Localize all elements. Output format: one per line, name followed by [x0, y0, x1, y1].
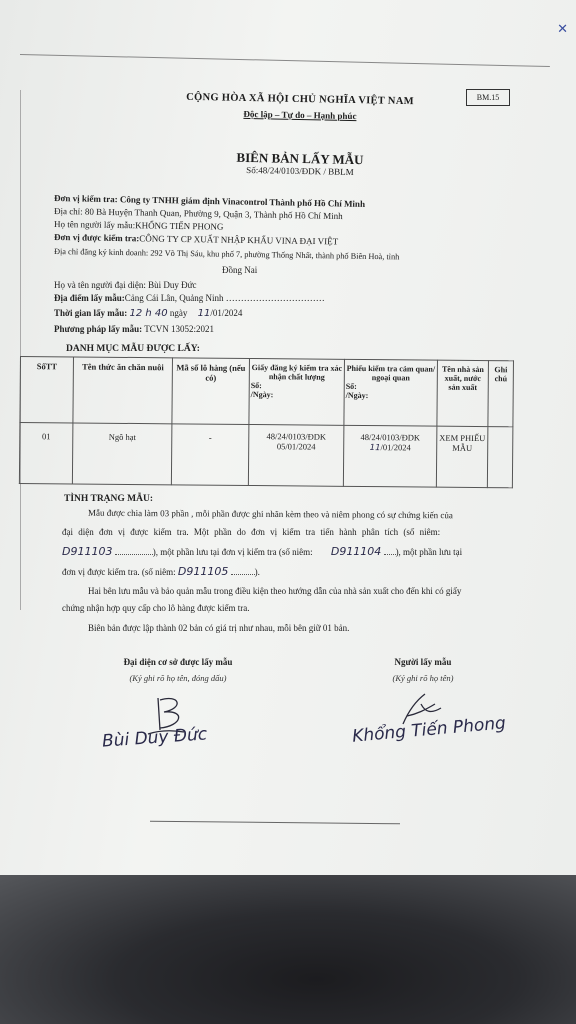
location-line [54, 293, 325, 303]
seal-number-1: D911103 [62, 545, 113, 558]
method-value: TCVN 13052:2021 [144, 324, 215, 334]
inspector-unit-value: Công ty TNHH giám định Vinacontrol Thành phố Hồ Chí Minh [119, 194, 366, 209]
left-edge-line [20, 90, 21, 610]
right-signature-instruction: (Ký ghi rõ họ tên) [392, 673, 454, 683]
inspected-unit-label: Đơn vị được kiểm tra: [53, 232, 140, 244]
paragraph-2b: chứng nhận hợp quy cấp cho lô hàng được kiểm tra. [62, 603, 250, 613]
top-edge-line [20, 54, 550, 67]
location-value: Cảng Cái Lân, Quảng Ninh …………………………… [124, 293, 325, 303]
country-header: CỘNG HÒA XÃ HỘI CHỦ NGHĨA VIỆT NAM [186, 91, 414, 108]
location-label: Địa điểm lấy mẫu: [54, 293, 125, 303]
document-title: BIÊN BẢN LẤY MẪU [236, 149, 364, 168]
inspector-unit-label: Đơn vị kiểm tra: [53, 193, 118, 205]
left-signature-name: Bùi Duy Đức [101, 724, 208, 752]
time-handwritten: 12 h 40 [129, 308, 168, 319]
date-rest: /01/2024 [210, 308, 243, 318]
sampler-line: Họ tên người lấy mẫu:KHỔNG TIẾN PHONG [53, 219, 224, 232]
seal-number-3: D911105 [177, 565, 229, 578]
header-registration: Giấy đăng ký kiểm tra xác nhận chất lượng Số: /Ngày: [249, 359, 345, 426]
row-producer: XEM PHIẾU MẪU [436, 426, 488, 487]
paragraph-1b: đại diện đơn vị được kiểm tra. Một phần do đơn vị kiểm tra tiến hành phân tích (số niêm: [62, 527, 441, 537]
sample-list-title: DANH MỤC MẪU ĐƯỢC LẤY: [66, 344, 200, 354]
left-signature-instruction: (Ký ghi rõ họ tên, đóng dấu) [129, 673, 227, 683]
right-signature-name: Khổng Tiến Phong [351, 713, 507, 747]
seal-number-2: D911104 [330, 545, 382, 558]
time-day-word: ngày [169, 308, 188, 318]
row-registration: 48/24/0103/ĐDK 05/01/2024 [248, 425, 344, 487]
business-address-line: Địa chỉ đăng ký kinh doanh: 292 Võ Thị Sáu, khu phố 7, phường Thống Nhất, thành phố Biên Hoà, tỉnh [53, 247, 400, 262]
paragraph-1c: D911103 ), một phần lưu tại đơn vị kiểm tra (số niêm: D911104 ), một phần lưu tại [62, 545, 463, 558]
address-line: Địa chỉ: 80 Bà Huyện Thanh Quan, Phường 9, Quận 3, Thành phố Hồ Chí Minh [53, 206, 343, 222]
paragraph-3: Biên bản được lập thành 02 bản có giá trị như nhau, mỗi bên giữ 01 bản. [88, 623, 350, 633]
header-producer: Tên nhà sản xuất, nước sản xuất [437, 360, 489, 426]
bottom-rule [150, 821, 400, 825]
sample-table [19, 356, 514, 488]
header-stt: SốTT [20, 357, 74, 423]
document-number: Số:48/24/0103/ĐDK / BBLM [246, 164, 354, 178]
header-name: Tên thức ăn chăn nuôi [73, 357, 173, 424]
paragraph-1d: đơn vị được kiểm tra. (số niêm: D911105 ). [62, 565, 260, 578]
paragraph-2a: Hai bên lưu mẫu và bảo quản mẫu trong điều kiện theo hướng dẫn của nhà sản xuất cho đến khi có giấy [88, 586, 462, 596]
dark-background [0, 875, 576, 1024]
row-lot: - [171, 424, 249, 486]
representative-line: Họ và tên người đại diện: Bùi Duy Đức [54, 280, 197, 290]
date-handwritten: 11 [197, 308, 211, 319]
right-signature-title: Người lấy mẫu [394, 657, 452, 667]
method-line [54, 324, 214, 334]
inspected-unit-line [54, 232, 338, 246]
time-label: Thời gian lấy mẫu: [54, 308, 128, 318]
method-label: Phương pháp lấy mẫu: [54, 324, 143, 334]
paragraph-1a: Mẫu được chia làm 03 phần , mỗi phần được ghi nhãn kèm theo và niêm phong có sự chứng kiến của [87, 507, 453, 521]
inspected-unit-value: CÔNG TY CP XUẤT NHẬP KHẨU VINA ĐẠI VIỆT [139, 233, 339, 247]
row-name: Ngô hạt [72, 423, 172, 485]
corner-pen-mark: ✕ [557, 22, 568, 37]
left-signature-title: Đại diện cơ sở được lấy mẫu [123, 657, 233, 667]
sample-status-title: TÌNH TRẠNG MẪU: [64, 494, 154, 504]
header-lot: Mã số lô hàng (nếu có) [172, 358, 250, 425]
table-row [19, 423, 513, 488]
motto-header: Độc lập – Tự do – Hạnh phúc [243, 108, 357, 122]
time-line [54, 308, 242, 319]
form-code-box: BM.15 [466, 89, 510, 106]
row-stt: 01 [19, 423, 73, 484]
row-note [487, 427, 513, 488]
header-note: Ghi chú [488, 361, 514, 427]
row-certificate: 48/24/0103/ĐDK 11/01/2024 [343, 425, 437, 487]
header-certificate: Phiếu kiểm tra cảm quan/ ngoại quan Số: /Ngày: [344, 359, 438, 426]
business-address-cont: Đồng Nai [222, 265, 258, 275]
